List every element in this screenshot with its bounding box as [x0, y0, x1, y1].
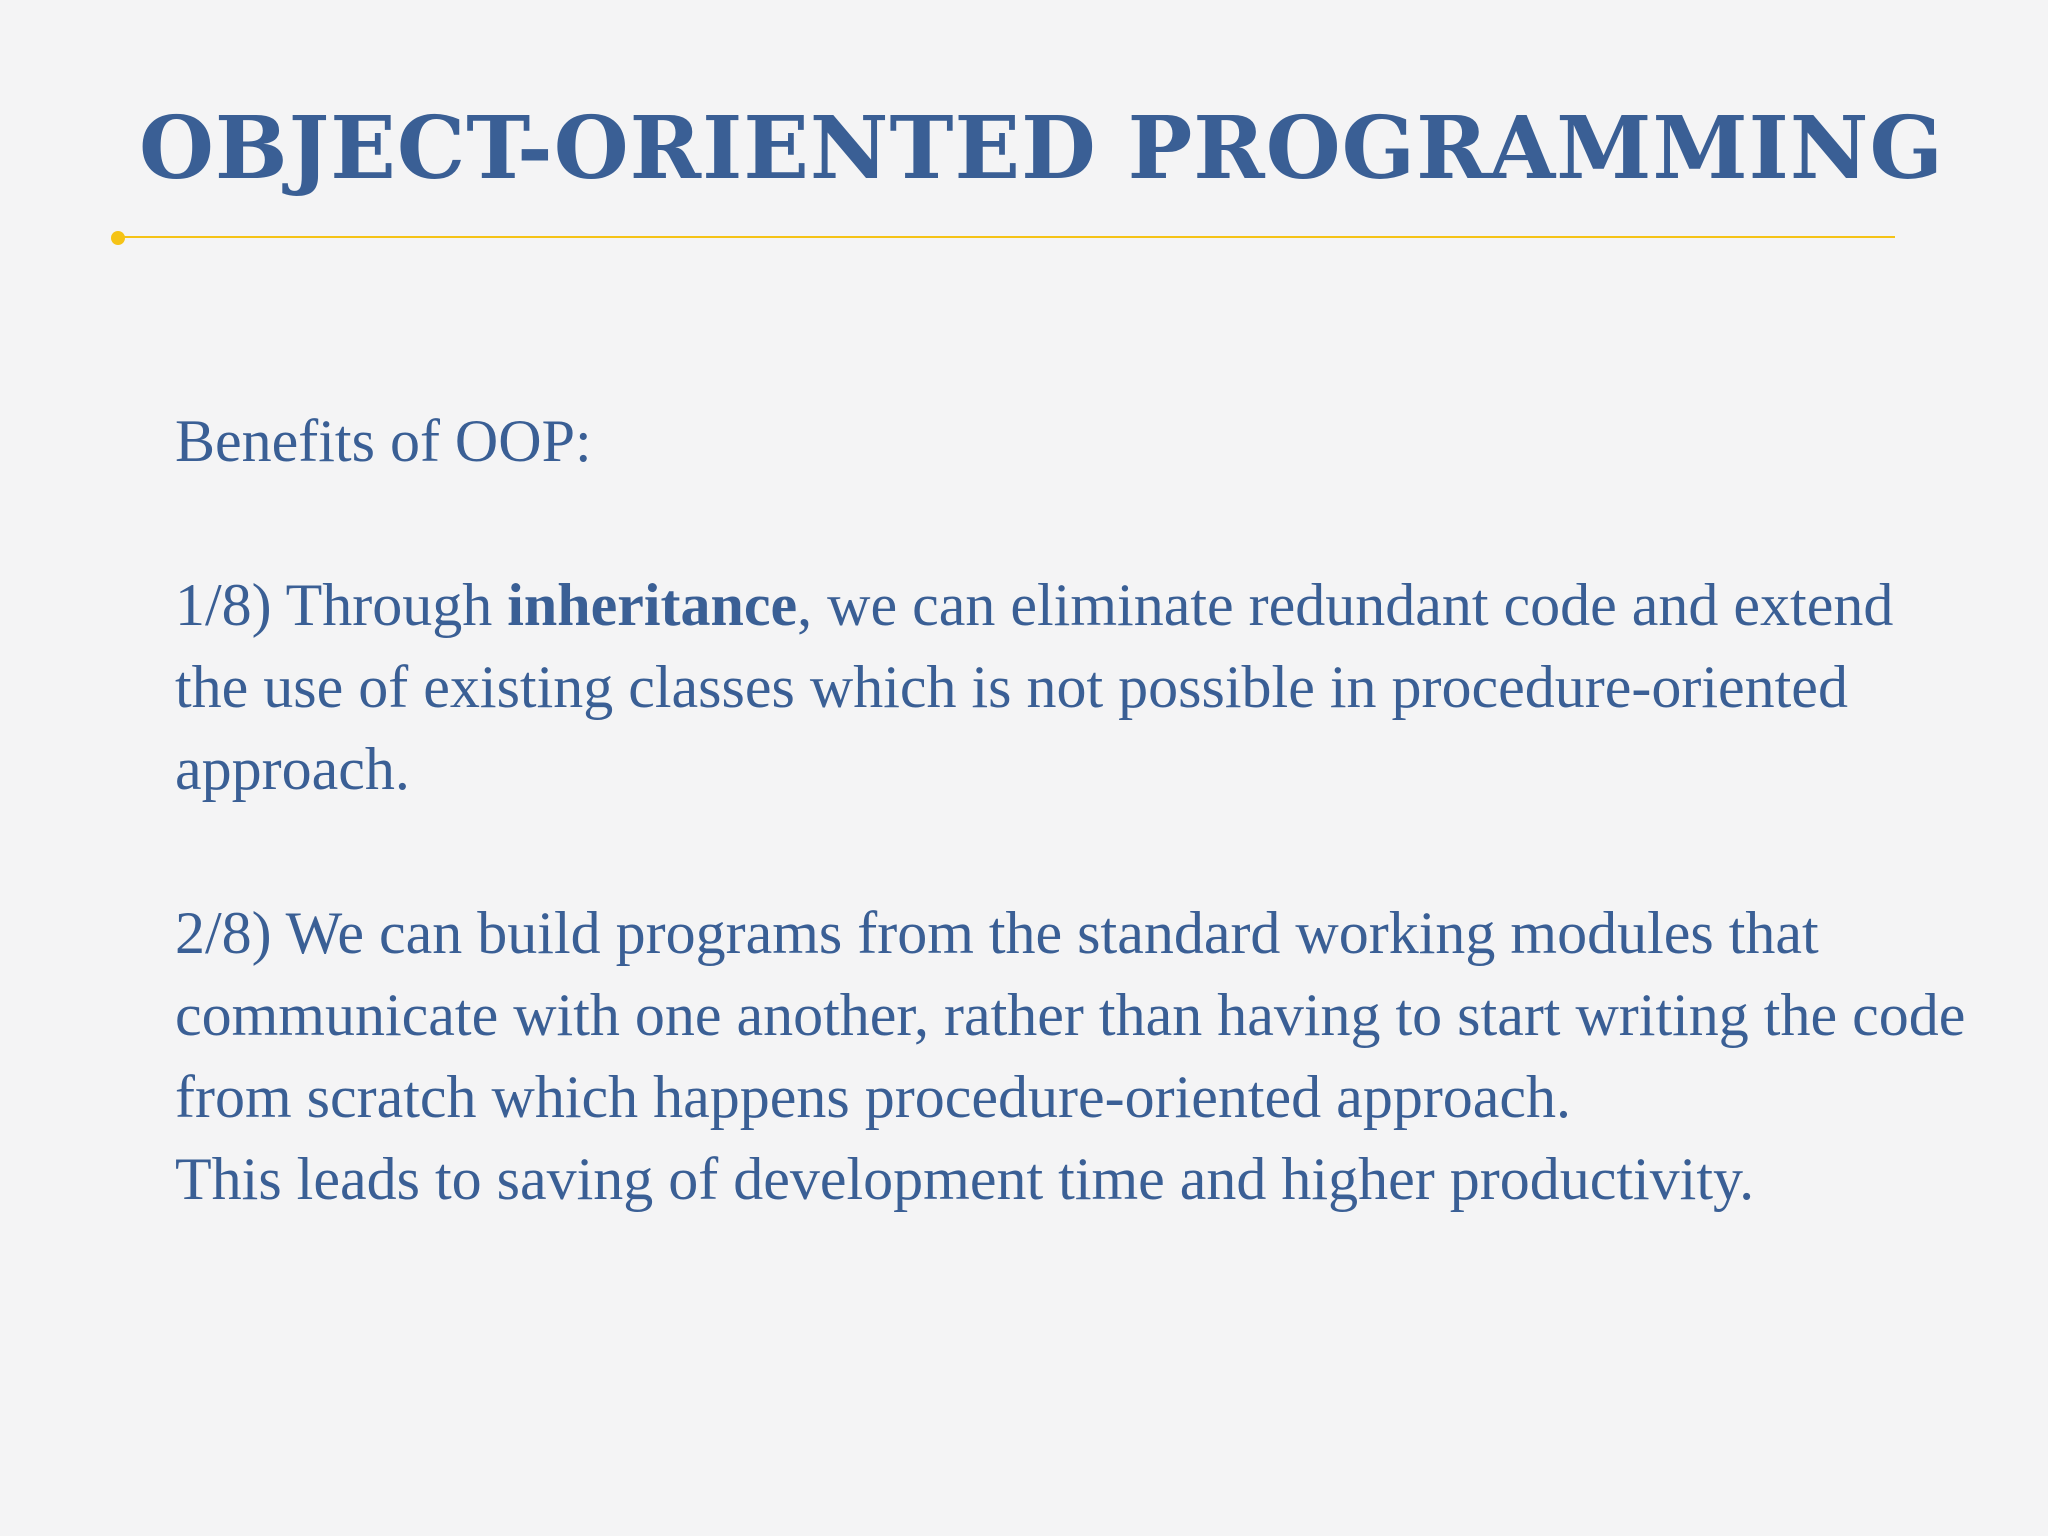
benefit-point-1	[175, 564, 1975, 810]
benefit-point-2-followup: This leads to saving of development time and higher productivity.	[175, 1146, 1755, 1212]
slide-body	[175, 400, 1975, 1220]
benefit-point-1-prefix: 1/8) Through	[175, 572, 508, 638]
benefit-point-1-emphasis: inheritance	[507, 572, 798, 638]
benefit-point-2-main: 2/8) We can build programs from the standard working modules that communicate with one another, rather than having to start writing the code from scratch which happens procedure-oriented approach.	[175, 900, 1966, 1130]
slide-title: OBJECT-ORIENTED PROGRAMMING	[139, 98, 1944, 199]
benefit-point-1-rest: , we can eliminate redundant code and extend the use of existing classes which is not possible in procedure-oriented approach.	[175, 572, 1894, 802]
title-rule-dot	[111, 231, 125, 245]
benefit-point-2	[175, 892, 1975, 1220]
benefits-heading: Benefits of OOP:	[175, 408, 592, 474]
title-rule	[118, 236, 1895, 238]
